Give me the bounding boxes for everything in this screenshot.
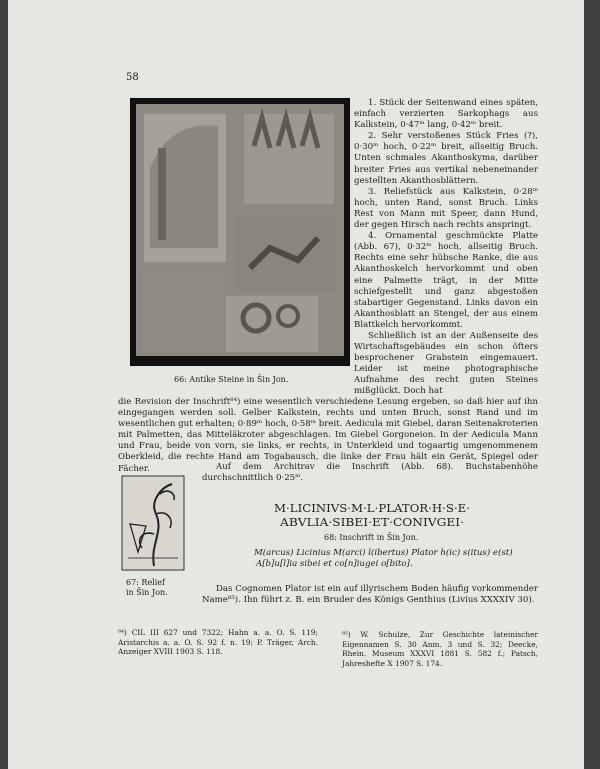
inscription-reading [254,548,544,570]
stone-photo-image [130,98,350,366]
fig67-relief [120,474,188,574]
inscription-line1: M·LICINIVS·M·L·PLATOR·H·S·E· [274,501,470,515]
revision-para: die Revision der Inschrift⁸⁴) eine wesentlich verschiedene Lesung ergeben, so daß hier auf ihn eingegangen werden soll. Gelber Kalkstein, rechts und unten Bruch, sonst Rand und im wesentlichen gut erhalten; 0·89ᵐ hoch, 0·58ᵐ breit. Aedicula mit Giebel, daran Seitenakroterien mit Palmetten, das Mitteläkroter abgeschlagen. Im Giebel Gorgoneion. In der Aedicula Mann und Frau, beide von vorn, sie links, er rechts, in Unterkleid und togaartig umgenommenem Oberkleid, die rechte Hand am Togabausch, die linke der Frau hält ein Gerät, Spiegel oder Fächer. [118,397,538,474]
fig68-caption: 68: Inschrift in Šin Jon. [324,533,419,542]
architrav-para: Auf dem Architrav die Inschrift (Abb. 68). Buchstabenhöhe durchschnittlich 0·25ᵐ. [202,462,538,484]
fig67-caption-line1: 67: Relief [126,578,165,587]
relief-drawing [120,474,188,574]
footnote-85: ⁸⁵) W. Schulze, Zur Geschichte lateinischer Eigennamen S. 30 Anm. 3 und S. 32; Deecke, Rhein. Museum XXXVI 1881 S. 582 f.; Patsch, Jahreshefte X 1907 S. 174. [342,630,538,668]
item-2: 2. Sehr verstoßenes Stück Fries (?), 0·30ᵐ hoch, 0·22ᵐ breit, allseitig Bruch. Unten schmales Akanthoskyma, darüber breiter Fries aus vertikal nebeneinander gestellten Akanthosblättern. [354,131,538,186]
inscription-line2: ABVLIA·SIBEI·ET·CONIVGEI· [278,516,464,529]
reading-line2: A[b]u[l]ia sibei et co[n]iugei o[bito]. [256,559,413,570]
right-column-text [354,98,538,398]
cognomen-para: Das Cognomen Plator ist ein auf illyrischem Boden häufig vorkommender Name⁸⁵). Ihn führt z. B. ein Bruder des Königs Genthius (Livius XXXXIV 30). [202,584,538,606]
item-1: 1. Stück der Seitenwand eines späten, einfach verzierten Sarkophags aus Kalkstein, 0·47ᵐ lang, 0·42ᵐ breit. [354,98,538,131]
item-4: 4. Ornamental geschmückte Platte (Abb. 67), 0·32ᵐ hoch, allseitig Bruch. Rechts eine sehr hübsche Ranke, die aus Akanthoskelch hervorkommt und oben eine Palmette trägt, in der Mitte schiefgestellt und ganz abgestoßen stabartiger Gegenstand. Links davon ein Akanthosblatt an Stengel, der aus einem Blattkelch hervorkommt. [354,231,538,330]
grabstein-para: Schließlich ist an der Außenseite des Wirtschaftsgebäudes ein schon öfters besprochener Grabstein eingemauert. Leider ist meine photographische Aufnahme des recht guten Steines mißglückt. Doch hat [354,330,538,397]
book-page [8,0,584,769]
footnote-84: ⁸⁴) CIL III 627 und 7322; Hahn a. a. O. S. 119; Aristarchis a. a. O. S. 92 f. n. 19; P. Träger, Arch. Anzeiger XVIII 1903 S. 118. [118,628,318,657]
cognomen-block [202,584,538,606]
item-3: 3. Reliefstück aus Kalkstein, 0·28ᵐ hoch, unten Rand, sonst Bruch. Links Rest von Mann mit Speer, dann Hund, der gegen Hirsch nach rechts anspringt. [354,186,538,231]
fig66-caption: 66: Antike Steine in Šin Jon. [174,375,289,384]
inscription-image [272,499,472,529]
page-number: 58 [126,72,139,83]
reading-line1: M(arcus) Licinius M(arci) l(ibertus) Plator h(ic) s(itus) e(st) [254,548,513,558]
narrow-paragraph [202,462,538,484]
fig67-caption-line2: in Šin Jon. [126,588,168,597]
fig68-inscription [272,499,472,529]
fig67-caption [126,578,168,598]
fig66-photo [130,98,350,366]
